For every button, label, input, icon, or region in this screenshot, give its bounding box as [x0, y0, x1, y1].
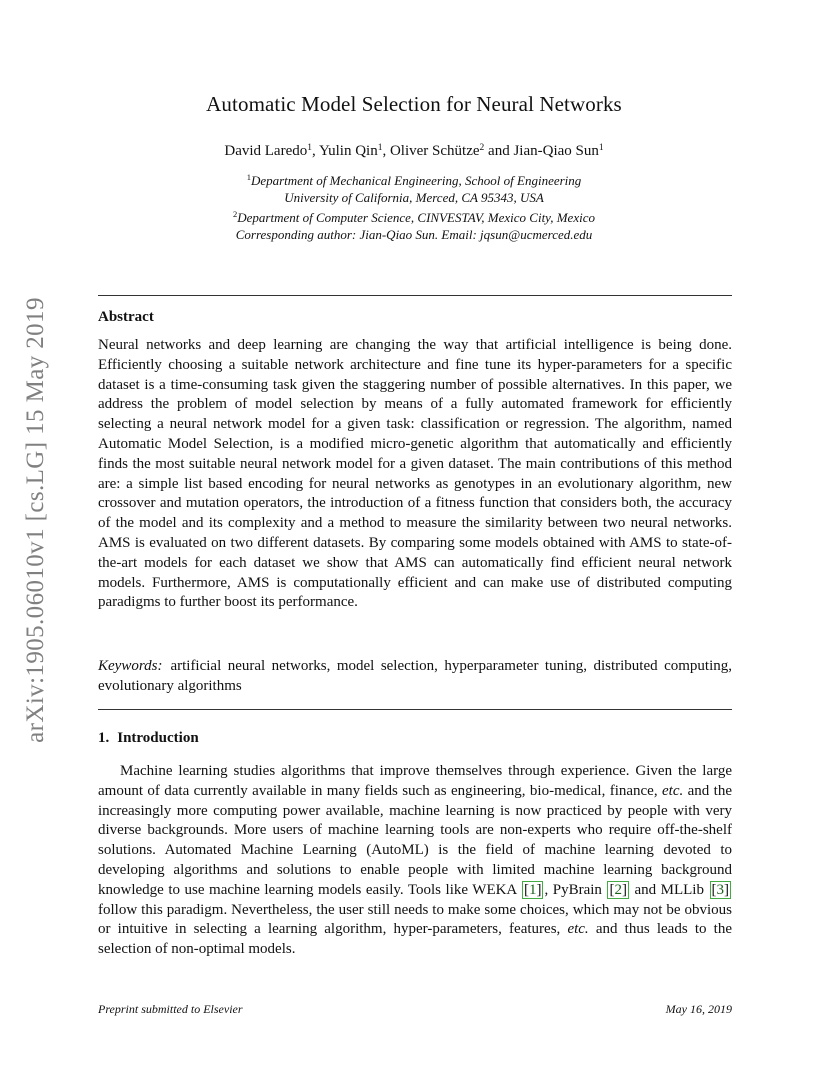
affiliation-block [0, 169, 828, 243]
affiliation-line [0, 206, 828, 227]
corresponding-author-line [0, 227, 828, 244]
introduction-paragraph [98, 762, 732, 960]
citation-number: [ 3 ] [712, 882, 730, 898]
citation-link[interactable] [522, 881, 544, 899]
author-affiliation-mark: 1 [307, 143, 312, 153]
paper-title: Automatic Model Selection for Neural Networks [206, 92, 622, 116]
section-number: 1. [98, 730, 110, 746]
keywords-label: Keywords: [98, 658, 163, 674]
author-affiliation-mark: 1 [377, 143, 383, 153]
footer-preprint-note: Preprint submitted to Elsevier [98, 1002, 243, 1016]
author-name: Yulin Qin [318, 143, 378, 159]
abstract-heading: Abstract [98, 309, 154, 325]
affiliation-mark: 2 [233, 209, 238, 219]
citation-link[interactable] [607, 881, 629, 899]
paragraph-text: , PyBrain [544, 881, 607, 898]
affiliation-line [0, 169, 828, 190]
footer-date: May 16, 2019 [665, 1002, 732, 1016]
author-affiliation-mark: 2 [479, 143, 485, 153]
arxiv-identifier[interactable]: arXiv:1905.06010v1 [cs.LG] 15 May 2019 [22, 297, 49, 743]
author-conjunction: and [484, 143, 514, 159]
paragraph-text: and thus leads to the selection of non-optimal models. [98, 921, 732, 958]
emphasis-etc: etc. [567, 921, 589, 938]
section-heading-introduction [98, 730, 199, 747]
affiliation-text: Corresponding author: Jian-Qiao Sun. Email: jqsun@ucmerced.edu [235, 226, 593, 242]
affiliation-text: University of California, Merced, CA 95343, USA [284, 189, 544, 205]
abstract-text: Neural networks and deep learning are changing the way that artificial intelligence is being done. Efficiently choosing a suitable network architecture and fine tune its hyper-parameters for a specific dataset is a time-consuming task given the staggering number of possible alternatives. In this paper, we address the problem of model selection by means of a fully automated framework for efficiently selecting a neural network model for a given task: classification or regression. The algorithm, named Automatic Model Selection, is a modified micro-genetic algorithm that automatically and efficiently finds the most suitable neural network model for a given dataset. The main contributions of this method are: a simple list based encoding for neural networks as genotypes in an evolutionary algorithm, new crossover and mutation operators, the introduction of a fitness function that considers both, the accuracy of the model and its complexity and a method to measure the similarity between two neural networks. AMS is evaluated on two different datasets. By comparing some models obtained with AMS to state-of-the-art models for each dataset we show that AMS can automatically find efficient neural network models. Furthermore, AMS is computationally efficient and can make use of distributed computing paradigms to further boost its performance. [98, 337, 732, 611]
keywords-block [98, 657, 732, 697]
author-name: Oliver Schütze [389, 143, 480, 159]
citation-number: [ 1 ] [524, 882, 542, 898]
author-separator: , [382, 143, 390, 159]
author-name: Jian-Qiao Sun [513, 143, 599, 159]
paragraph-text: Machine learning studies algorithms that improve themselves through experience. Given the large amount of data currently available in many fields such as engineering, bio-medical, finance, [98, 763, 732, 799]
citation-link[interactable] [710, 881, 732, 899]
paragraph-text: follow this paradigm. Nevertheless, the user still needs to make some choices, which may not be obvious or intuitive in selecting a learning algorithm, hyper-parameters, features, [98, 901, 732, 938]
citation-number: [ 2 ] [609, 882, 627, 898]
affiliation-text: Department of Computer Science, CINVESTAV, Mexico City, Mexico [237, 210, 595, 225]
abstract-bottom-rule [98, 709, 732, 710]
author-list [0, 143, 828, 160]
keywords-text: artificial neural networks, model selection, hyperparameter tuning, distributed computing, evolutionary algorithms [98, 658, 732, 694]
abstract-top-rule [98, 295, 732, 296]
author-affiliation-mark: 1 [598, 143, 604, 153]
paragraph-text: and MLLib [629, 881, 709, 898]
section-title: Introduction [117, 730, 199, 746]
emphasis-etc: etc. [662, 782, 684, 799]
affiliation-mark: 1 [246, 172, 251, 182]
author-separator: , [312, 143, 319, 159]
affiliation-line [0, 190, 828, 207]
paragraph-text: and the increasingly more computing power available, machine learning is now practiced by people with very diverse backgrounds. More users of machine learning tools are non-experts who require off-the-shelf solutions. Automated Machine Learning (AutoML) is the field of machine learning devoted to developing algorithms and solutions to enable people with limited machine learning background knowledge to use machine learning models easily. Tools like WEKA [98, 782, 733, 898]
affiliation-text: Department of Mechanical Engineering, School of Engineering [250, 173, 582, 188]
author-name: David Laredo [224, 143, 308, 159]
